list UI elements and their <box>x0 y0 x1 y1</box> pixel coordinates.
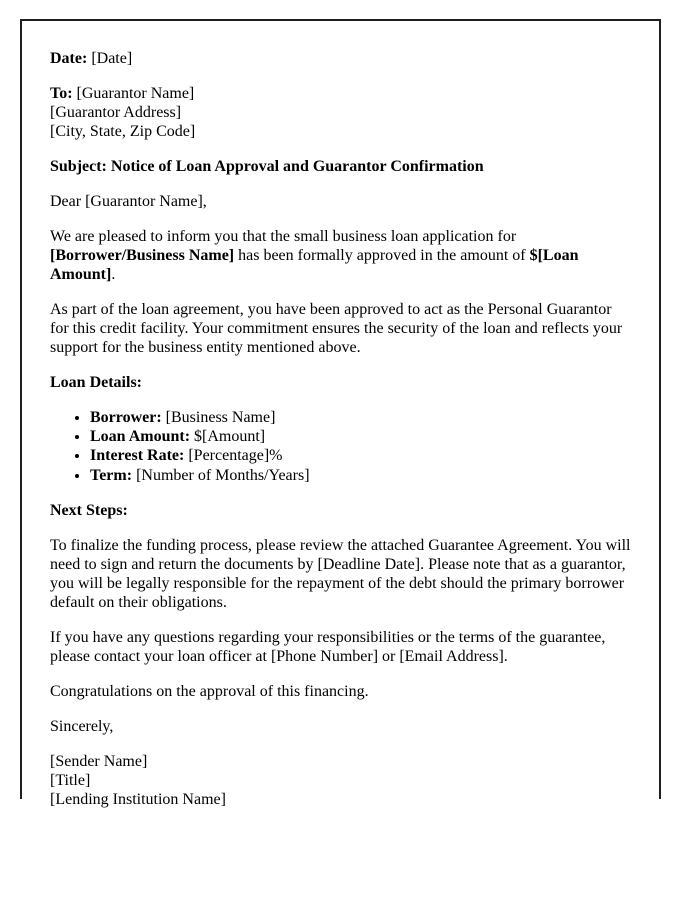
sender-title: [Title] <box>50 771 91 789</box>
borrower-name-placeholder: [Borrower/Business Name] <box>50 247 235 265</box>
sender-name: [Sender Name] <box>50 752 148 770</box>
intro-text-1: We are pleased to inform you that the small business loan application for <box>50 228 517 246</box>
salutation: Dear [Guarantor Name], <box>50 193 207 211</box>
interest-rate-label: Interest Rate: <box>90 447 185 465</box>
intro-text-2: has been formally approved in the amount of <box>234 247 530 265</box>
list-item-loan-amount <box>90 427 631 446</box>
loan-amount-placeholder: $[Loan Amount] <box>50 247 579 284</box>
guarantor-paragraph: As part of the loan agreement, you have been approved to act as the Personal Guarantor for this credit facility. Your commitment ensures the security of the loan and reflects your support for the business entity mentioned above. <box>50 301 623 357</box>
interest-rate-value: [Percentage]% <box>188 447 283 465</box>
recipient-block <box>50 84 631 141</box>
recipient-name: [Guarantor Name] <box>76 85 195 103</box>
recipient-address: [Guarantor Address] <box>50 104 182 122</box>
lending-institution-name: [Lending Institution Name] <box>50 790 226 808</box>
subject-line: Subject: Notice of Loan Approval and Guarantor Confirmation <box>50 158 484 176</box>
term-value: [Number of Months/Years] <box>136 466 310 484</box>
borrower-label: Borrower: <box>90 409 162 427</box>
date-label: Date: <box>50 50 88 67</box>
loan-details-list <box>50 408 631 484</box>
list-item-borrower <box>90 408 631 427</box>
next-steps-paragraph: To finalize the funding process, please review the attached Guarantee Agreement. You will need to sign and return the documents by [Deadline Date]. Please note that as a guarantor, you will be legally responsible for the repayment of the debt should the primary borrower default on their obligations. <box>50 536 631 611</box>
loan-details-heading: Loan Details: <box>50 374 142 392</box>
closing: Sincerely, <box>50 717 114 735</box>
next-steps-heading: Next Steps: <box>50 501 128 519</box>
letter-document <box>20 19 661 808</box>
date-value: [Date] <box>91 50 133 67</box>
list-item-term <box>90 466 631 485</box>
contact-paragraph: If you have any questions regarding your responsibilities or the terms of the guarantee, please contact your loan officer at [Phone Number] or [Email Address]. <box>50 628 606 665</box>
date-line <box>50 49 631 68</box>
recipient-city-state-zip: [City, State, Zip Code] <box>50 123 196 141</box>
intro-text-3: . <box>111 266 116 284</box>
loan-amount-label: Loan Amount: <box>90 428 191 446</box>
list-item-interest-rate <box>90 446 631 465</box>
term-label: Term: <box>90 466 133 484</box>
signature-block <box>50 752 631 809</box>
to-label: To: <box>50 85 73 103</box>
loan-amount-value: $[Amount] <box>194 428 266 446</box>
borrower-value: [Business Name] <box>165 409 276 427</box>
congratulations-paragraph: Congratulations on the approval of this financing. <box>50 682 369 700</box>
intro-paragraph <box>50 227 631 284</box>
